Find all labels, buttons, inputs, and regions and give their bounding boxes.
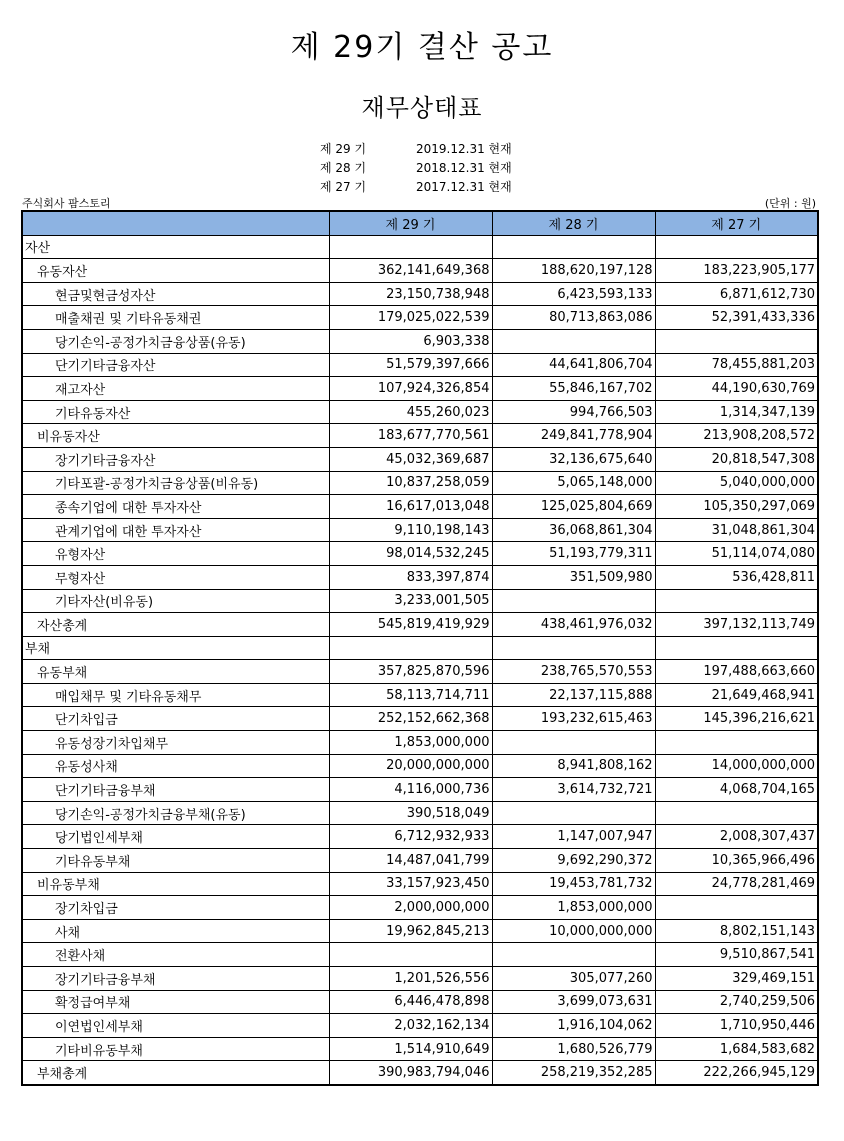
account-name: 전환사채 <box>22 943 329 967</box>
amount-cell: 125,025,804,669 <box>492 495 655 519</box>
period-label: 제 28 기 <box>320 161 367 175</box>
table-row <box>22 471 818 495</box>
account-name: 장기차입금 <box>22 896 329 920</box>
amount-cell: 213,908,208,572 <box>655 424 818 448</box>
amount-cell: 98,014,532,245 <box>329 542 492 566</box>
amount-cell: 6,712,932,933 <box>329 825 492 849</box>
amount-cell: 51,114,074,080 <box>655 542 818 566</box>
amount-cell <box>329 636 492 660</box>
amount-cell: 21,649,468,941 <box>655 683 818 707</box>
company-name: 주식회사 팜스토리 <box>22 197 111 210</box>
table-row <box>22 542 818 566</box>
table-row <box>22 400 818 424</box>
amount-cell <box>492 636 655 660</box>
amount-cell: 31,048,861,304 <box>655 518 818 542</box>
column-header-item <box>22 211 329 235</box>
account-name: 유동자산 <box>22 259 329 283</box>
amount-cell: 536,428,811 <box>655 565 818 589</box>
column-header-29: 제 29 기 <box>329 211 492 235</box>
amount-cell: 5,065,148,000 <box>492 471 655 495</box>
amount-cell: 2,740,259,506 <box>655 990 818 1014</box>
table-row <box>22 424 818 448</box>
amount-cell <box>492 943 655 967</box>
amount-cell: 1,514,910,649 <box>329 1037 492 1061</box>
amount-cell: 36,068,861,304 <box>492 518 655 542</box>
amount-cell: 833,397,874 <box>329 565 492 589</box>
column-header-28: 제 28 기 <box>492 211 655 235</box>
table-row <box>22 707 818 731</box>
table-row <box>22 990 818 1014</box>
amount-cell <box>492 235 655 259</box>
account-name: 부채 <box>22 636 329 660</box>
amount-cell: 1,314,347,139 <box>655 400 818 424</box>
amount-cell: 10,000,000,000 <box>492 919 655 943</box>
amount-cell: 55,846,167,702 <box>492 377 655 401</box>
amount-cell: 390,983,794,046 <box>329 1061 492 1085</box>
table-row <box>22 1014 818 1038</box>
amount-cell: 197,488,663,660 <box>655 660 818 684</box>
table-row <box>22 778 818 802</box>
period-label: 제 27 기 <box>320 180 367 194</box>
amount-cell <box>492 801 655 825</box>
amount-cell: 3,614,732,721 <box>492 778 655 802</box>
amount-cell: 78,455,881,203 <box>655 353 818 377</box>
account-name: 당기법인세부채 <box>22 825 329 849</box>
table-row <box>22 636 818 660</box>
account-name: 매출채권 및 기타유동채권 <box>22 306 329 330</box>
amount-cell: 145,396,216,621 <box>655 707 818 731</box>
period-row <box>320 140 512 159</box>
amount-cell: 16,617,013,048 <box>329 495 492 519</box>
table-row <box>22 259 818 283</box>
amount-cell: 179,025,022,539 <box>329 306 492 330</box>
amount-cell: 20,818,547,308 <box>655 447 818 471</box>
table-row <box>22 495 818 519</box>
amount-cell: 1,684,583,682 <box>655 1037 818 1061</box>
account-name: 기타비유동부채 <box>22 1037 329 1061</box>
amount-cell <box>655 896 818 920</box>
amount-cell: 105,350,297,069 <box>655 495 818 519</box>
amount-cell <box>655 801 818 825</box>
column-header-27: 제 27 기 <box>655 211 818 235</box>
amount-cell: 32,136,675,640 <box>492 447 655 471</box>
amount-cell: 6,871,612,730 <box>655 282 818 306</box>
account-name: 유동성장기차입채무 <box>22 731 329 755</box>
amount-cell: 44,190,630,769 <box>655 377 818 401</box>
amount-cell: 10,365,966,496 <box>655 849 818 873</box>
amount-cell: 8,941,808,162 <box>492 754 655 778</box>
account-name: 비유동자산 <box>22 424 329 448</box>
amount-cell: 2,032,162,134 <box>329 1014 492 1038</box>
account-name: 당기손익-공정가치금융상품(유동) <box>22 329 329 353</box>
table-row <box>22 1037 818 1061</box>
account-name: 기타포괄-공정가치금융상품(비유동) <box>22 471 329 495</box>
amount-cell: 22,137,115,888 <box>492 683 655 707</box>
account-name: 확정급여부채 <box>22 990 329 1014</box>
amount-cell: 2,008,307,437 <box>655 825 818 849</box>
account-name: 유동부채 <box>22 660 329 684</box>
balance-sheet-table <box>21 210 819 1086</box>
amount-cell: 252,152,662,368 <box>329 707 492 731</box>
account-name: 기타유동부채 <box>22 849 329 873</box>
amount-cell <box>329 943 492 967</box>
amount-cell: 4,116,000,736 <box>329 778 492 802</box>
amount-cell: 238,765,570,553 <box>492 660 655 684</box>
amount-cell: 362,141,649,368 <box>329 259 492 283</box>
amount-cell: 9,510,867,541 <box>655 943 818 967</box>
amount-cell: 3,233,001,505 <box>329 589 492 613</box>
table-row <box>22 306 818 330</box>
period-row <box>320 159 512 178</box>
amount-cell: 183,223,905,177 <box>655 259 818 283</box>
amount-cell: 183,677,770,561 <box>329 424 492 448</box>
amount-cell: 397,132,113,749 <box>655 613 818 637</box>
amount-cell: 51,579,397,666 <box>329 353 492 377</box>
statement-title: 재무상태표 <box>361 94 483 122</box>
table-row <box>22 589 818 613</box>
period-date: 2018.12.31 현재 <box>416 161 512 175</box>
amount-cell <box>655 589 818 613</box>
amount-cell: 994,766,503 <box>492 400 655 424</box>
amount-cell <box>492 329 655 353</box>
amount-cell: 193,232,615,463 <box>492 707 655 731</box>
amount-cell <box>492 731 655 755</box>
account-name: 단기기타금융부채 <box>22 778 329 802</box>
amount-cell <box>655 329 818 353</box>
table-row <box>22 613 818 637</box>
account-name: 이연법인세부채 <box>22 1014 329 1038</box>
account-name: 관계기업에 대한 투자자산 <box>22 518 329 542</box>
table-row <box>22 518 818 542</box>
amount-cell: 1,147,007,947 <box>492 825 655 849</box>
account-name: 유동성사채 <box>22 754 329 778</box>
amount-cell <box>655 636 818 660</box>
amount-cell: 6,423,593,133 <box>492 282 655 306</box>
table-row <box>22 801 818 825</box>
table-row <box>22 943 818 967</box>
period-date: 2019.12.31 현재 <box>416 142 512 156</box>
amount-cell: 545,819,419,929 <box>329 613 492 637</box>
amount-cell: 20,000,000,000 <box>329 754 492 778</box>
amount-cell: 14,000,000,000 <box>655 754 818 778</box>
table-row <box>22 754 818 778</box>
table-row <box>22 235 818 259</box>
account-name: 사채 <box>22 919 329 943</box>
amount-cell: 3,699,073,631 <box>492 990 655 1014</box>
table-row <box>22 896 818 920</box>
table-row <box>22 447 818 471</box>
unit-label: (단위 : 원) <box>764 197 816 210</box>
table-row <box>22 353 818 377</box>
table-body <box>22 235 818 1085</box>
amount-cell: 33,157,923,450 <box>329 872 492 896</box>
table-row <box>22 825 818 849</box>
account-name: 단기차입금 <box>22 707 329 731</box>
amount-cell: 188,620,197,128 <box>492 259 655 283</box>
period-label: 제 29 기 <box>320 142 367 156</box>
amount-cell <box>655 731 818 755</box>
account-name: 재고자산 <box>22 377 329 401</box>
amount-cell: 390,518,049 <box>329 801 492 825</box>
amount-cell: 1,853,000,000 <box>492 896 655 920</box>
account-name: 단기기타금융자산 <box>22 353 329 377</box>
period-row <box>320 178 512 197</box>
amount-cell: 5,040,000,000 <box>655 471 818 495</box>
account-name: 무형자산 <box>22 565 329 589</box>
amount-cell: 52,391,433,336 <box>655 306 818 330</box>
amount-cell: 4,068,704,165 <box>655 778 818 802</box>
amount-cell: 2,000,000,000 <box>329 896 492 920</box>
amount-cell: 455,260,023 <box>329 400 492 424</box>
amount-cell: 305,077,260 <box>492 967 655 991</box>
amount-cell: 6,903,338 <box>329 329 492 353</box>
amount-cell: 1,710,950,446 <box>655 1014 818 1038</box>
amount-cell: 19,962,845,213 <box>329 919 492 943</box>
amount-cell: 51,193,779,311 <box>492 542 655 566</box>
amount-cell: 329,469,151 <box>655 967 818 991</box>
table-row <box>22 683 818 707</box>
account-name: 현금및현금성자산 <box>22 282 329 306</box>
table-row <box>22 849 818 873</box>
amount-cell: 1,916,104,062 <box>492 1014 655 1038</box>
table-header-row <box>22 211 818 235</box>
amount-cell: 14,487,041,799 <box>329 849 492 873</box>
amount-cell: 80,713,863,086 <box>492 306 655 330</box>
amount-cell <box>655 235 818 259</box>
amount-cell: 249,841,778,904 <box>492 424 655 448</box>
amount-cell: 222,266,945,129 <box>655 1061 818 1085</box>
amount-cell: 44,641,806,704 <box>492 353 655 377</box>
amount-cell: 1,680,526,779 <box>492 1037 655 1061</box>
account-name: 기타유동자산 <box>22 400 329 424</box>
table-row <box>22 919 818 943</box>
amount-cell <box>492 589 655 613</box>
amount-cell: 10,837,258,059 <box>329 471 492 495</box>
amount-cell: 1,853,000,000 <box>329 731 492 755</box>
amount-cell: 45,032,369,687 <box>329 447 492 471</box>
account-name: 유형자산 <box>22 542 329 566</box>
table-row <box>22 565 818 589</box>
amount-cell: 438,461,976,032 <box>492 613 655 637</box>
amount-cell: 1,201,526,556 <box>329 967 492 991</box>
account-name: 비유동부채 <box>22 872 329 896</box>
table-row <box>22 872 818 896</box>
page-title: 제 29기 결산 공고 <box>290 30 554 65</box>
table-row <box>22 1061 818 1085</box>
account-name: 부채총계 <box>22 1061 329 1085</box>
account-name: 기타자산(비유동) <box>22 589 329 613</box>
amount-cell: 9,692,290,372 <box>492 849 655 873</box>
period-list <box>320 140 512 197</box>
amount-cell: 357,825,870,596 <box>329 660 492 684</box>
period-date: 2017.12.31 현재 <box>416 180 512 194</box>
account-name: 장기기타금융자산 <box>22 447 329 471</box>
table-row <box>22 731 818 755</box>
amount-cell: 24,778,281,469 <box>655 872 818 896</box>
amount-cell <box>329 235 492 259</box>
amount-cell: 19,453,781,732 <box>492 872 655 896</box>
amount-cell: 6,446,478,898 <box>329 990 492 1014</box>
table-row <box>22 967 818 991</box>
amount-cell: 351,509,980 <box>492 565 655 589</box>
account-name: 자산 <box>22 235 329 259</box>
account-name: 장기기타금융부채 <box>22 967 329 991</box>
table-row <box>22 329 818 353</box>
account-name: 당기손익-공정가치금융부채(유동) <box>22 801 329 825</box>
amount-cell: 8,802,151,143 <box>655 919 818 943</box>
table-row <box>22 660 818 684</box>
table-row <box>22 377 818 401</box>
amount-cell: 58,113,714,711 <box>329 683 492 707</box>
amount-cell: 258,219,352,285 <box>492 1061 655 1085</box>
account-name: 종속기업에 대한 투자자산 <box>22 495 329 519</box>
account-name: 매입채무 및 기타유동채무 <box>22 683 329 707</box>
account-name: 자산총계 <box>22 613 329 637</box>
amount-cell: 23,150,738,948 <box>329 282 492 306</box>
amount-cell: 9,110,198,143 <box>329 518 492 542</box>
amount-cell: 107,924,326,854 <box>329 377 492 401</box>
table-row <box>22 282 818 306</box>
